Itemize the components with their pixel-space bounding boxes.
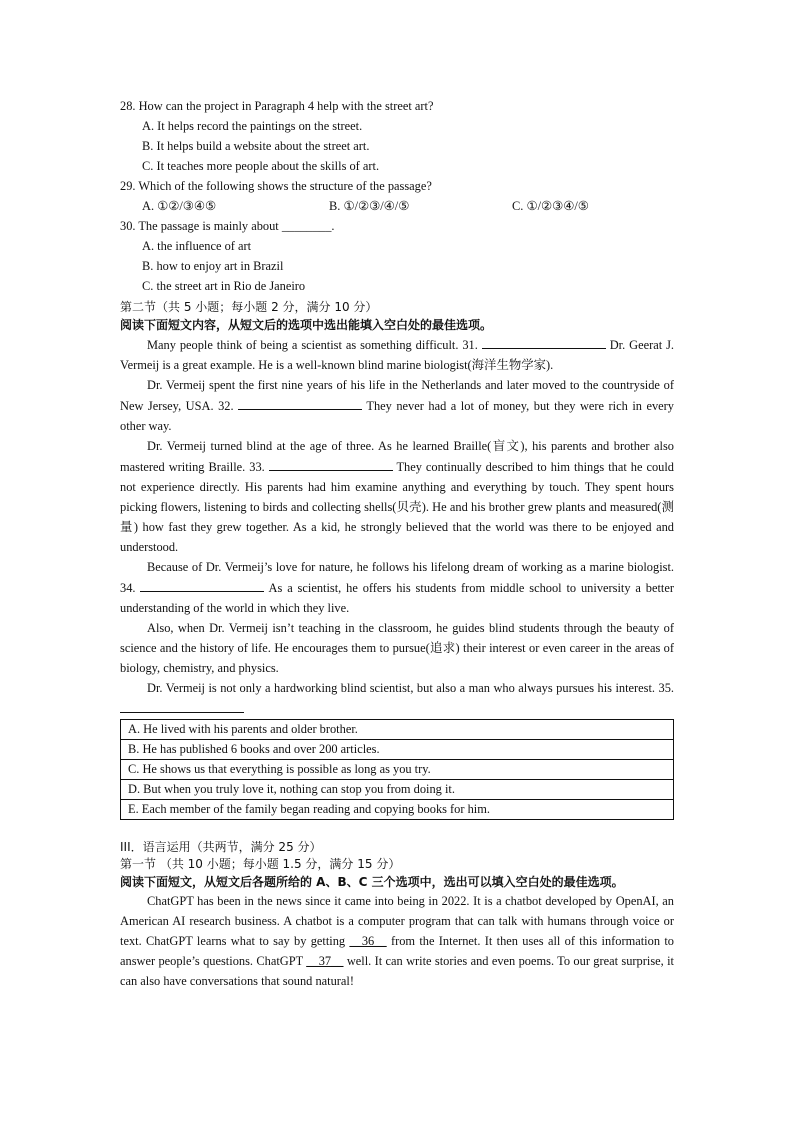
blank-35[interactable] bbox=[120, 698, 244, 713]
question-28-option-c: C. It teaches more people about the skills of art. bbox=[142, 159, 380, 173]
question-28-option-a: A. It helps record the paintings on the street. bbox=[142, 119, 363, 133]
question-29-stem: 29. Which of the following shows the structure of the passage? bbox=[120, 179, 432, 193]
exam-page bbox=[120, 96, 674, 991]
part-3-instruction: 阅读下面短文，从短文后各题所给的 A、B、C 三个选项中，选出可以填入空白处的最佳选项。 bbox=[120, 875, 624, 889]
part-3-title: III．语言运用（共两节，满分 25 分） bbox=[120, 840, 322, 854]
passage-paragraph-6: Dr. Vermeij is not only a hardworking blind scientist, but also a man who always pursues his interest. 35. bbox=[120, 678, 674, 719]
blank-36[interactable]: __36__ bbox=[349, 934, 387, 948]
blank-32[interactable] bbox=[238, 395, 362, 410]
question-28-stem: 28. How can the project in Paragraph 4 help with the street art? bbox=[120, 99, 434, 113]
passage-paragraph-1: Many people think of being a scientist as something difficult. 31. Dr. Geerat J. Vermeij is a great example. He is a well-known blind marine biologist(海洋生物学家). bbox=[120, 334, 674, 375]
options-box bbox=[120, 719, 674, 820]
section-2-title: 第二节（共 5 小题；每小题 2 分，满分 10 分） bbox=[120, 300, 378, 314]
question-30-option-a: A. the influence of art bbox=[142, 239, 252, 253]
option-c: C. He shows us that everything is possible as long as you try. bbox=[121, 760, 673, 780]
option-b: B. He has published 6 books and over 200 articles. bbox=[121, 740, 673, 760]
question-29-option-b: B. ①/②③/④/⑤ bbox=[329, 199, 410, 213]
question-28-option-b: B. It helps build a website about the street art. bbox=[142, 139, 370, 153]
option-a: A. He lived with his parents and older brother. bbox=[121, 720, 673, 740]
question-30-option-b: B. how to enjoy art in Brazil bbox=[142, 259, 284, 273]
blank-34[interactable] bbox=[140, 577, 264, 592]
blank-31[interactable] bbox=[482, 334, 606, 349]
option-e: E. Each member of the family began reading and copying books for him. bbox=[128, 802, 490, 816]
question-29-options bbox=[120, 196, 674, 216]
section-2-instruction: 阅读下面短文内容，从短文后的选项中选出能填入空白处的最佳选项。 bbox=[120, 318, 493, 332]
passage-paragraph-4: Because of Dr. Vermeij’s love for nature, he follows his lifelong dream of working as a marine biologist. 34. As a scientist, he offers his students from middle school to university a better understanding of the world in which they live. bbox=[120, 560, 674, 615]
passage-paragraph-5: Also, when Dr. Vermeij isn’t teaching in the classroom, he guides blind students through the beauty of science and the history of life. He encourages them to pursue(追求) their interest or even career in the areas of biology, chemistry, and physics. bbox=[120, 621, 674, 675]
part-3-subtitle: 第一节 （共 10 小题；每小题 1.5 分，满分 15 分） bbox=[120, 857, 401, 871]
question-29-option-c: C. ①/②③④/⑤ bbox=[512, 199, 589, 213]
question-29-option-a: A. ①②/③④⑤ bbox=[142, 199, 217, 213]
cloze-paragraph: ChatGPT has been in the news since it came into being in 2022. It is a chatbot developed by OpenAI, an American AI research business. A chatbot is a computer program that can talk with humans through voice or text. ChatGPT learns what to say by getting __36__ from the Internet. It then uses all of this information to answer people’s questions. ChatGPT __37__ well. It can write stories and even poems. To our great surprise, it can also have conversations that sound natural! bbox=[120, 894, 674, 988]
blank-37[interactable]: __37__ bbox=[306, 954, 344, 968]
question-30-stem: 30. The passage is mainly about ________. bbox=[120, 219, 335, 233]
passage-paragraph-3: Dr. Vermeij turned blind at the age of three. As he learned Braille(盲文), his parents and brother also mastered writing Braille. 33. They continually described to him things that he could not experience directly. His parents had him examine anything and everything by touch. They spent hours picking flowers, listening to birds and collecting shells(贝壳). He and his brother grew plants and measured(测量) how fast they grew together. As a kid, he strongly believed that the world was there to be enjoyed and understood. bbox=[120, 439, 674, 554]
blank-33[interactable] bbox=[269, 456, 393, 471]
passage-paragraph-2: Dr. Vermeij spent the first nine years of his life in the Netherlands and later moved to the countryside of New Jersey, USA. 32. They never had a lot of money, but they were rich in every other way. bbox=[120, 378, 674, 433]
question-30-option-c: C. the street art in Rio de Janeiro bbox=[142, 279, 306, 293]
option-d: D. But when you truly love it, nothing can stop you from doing it. bbox=[121, 780, 673, 800]
